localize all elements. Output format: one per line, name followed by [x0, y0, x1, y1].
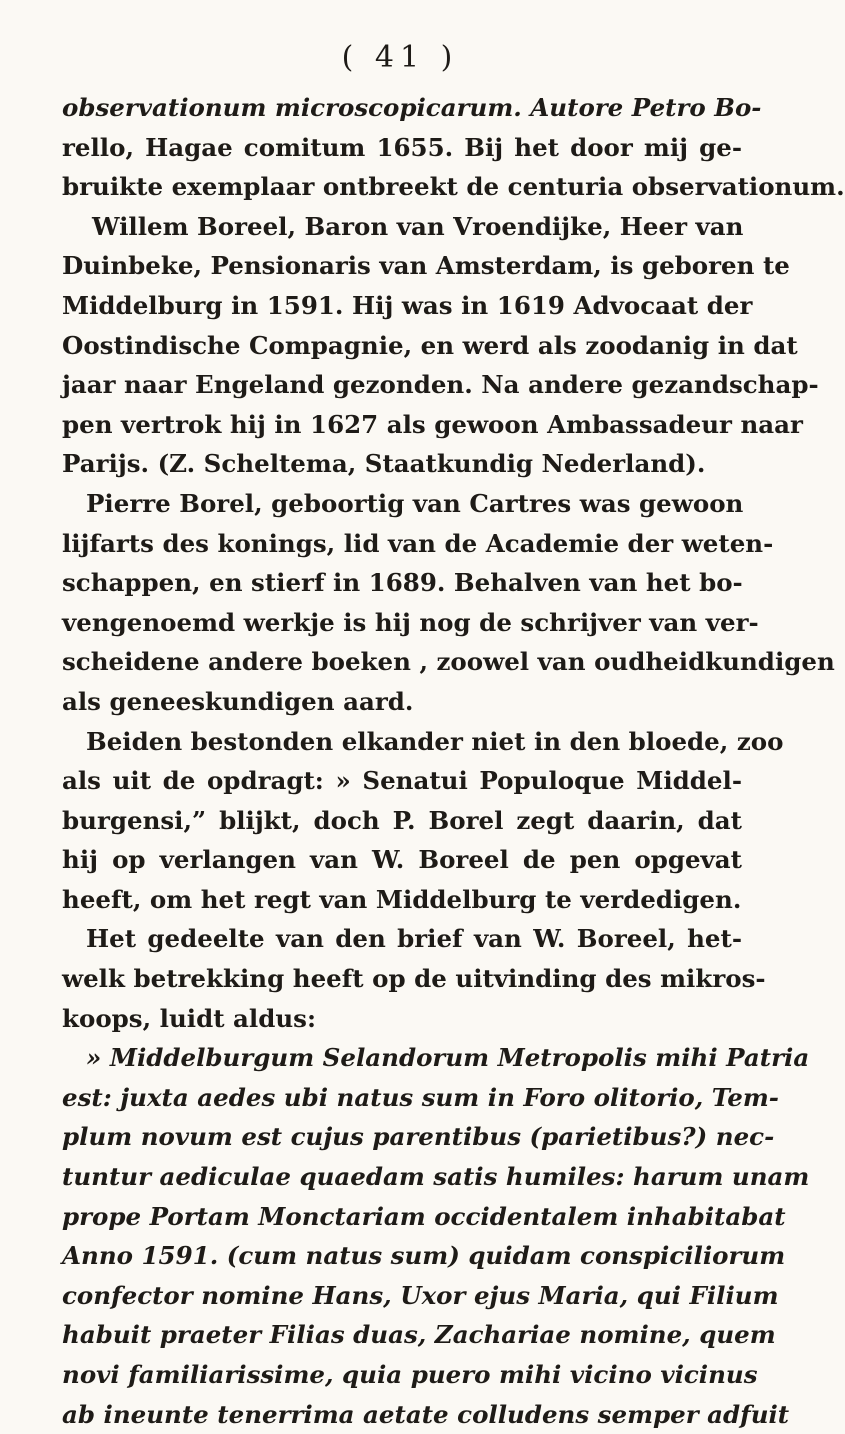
text-line: observationum microscopicarum. Autore Petro Bo-	[62, 93, 762, 122]
text-line: pen vertrok hij in 1627 als gewoon Ambassadeur naar	[62, 409, 803, 439]
text-line: est: juxta aedes ubi natus sum in Foro olitorio, Tem-	[62, 1082, 779, 1112]
text-line: welk betrekking heeft op de uitvinding des mikros-	[62, 964, 766, 994]
text-line: lijfarts des konings, lid van de Academie der weten-	[62, 528, 774, 558]
text-line: Middelburg in 1591. Hij was in 1619 Advocaat der	[62, 290, 753, 320]
text-line: plum novum est cujus parentibus (parietibus?) nec-	[62, 1122, 775, 1152]
text-line: Pierre Borel, geboortig van Cartres was gewoon	[86, 488, 744, 518]
text-line: ab ineunte tenerrima aetate colludens semper adfuit	[62, 1399, 790, 1429]
text-line: bruikte exemplaar ontbreekt de centuria observationum.	[62, 172, 845, 202]
text-line: rello, Hagae comitum 1655. Bij het door mij ge-	[62, 132, 742, 162]
text-line: jaar naar Engeland gezonden. Na andere gezandschap-	[62, 370, 819, 400]
text-line: prope Portam Monctariam occidentalem inhabitabat	[62, 1201, 786, 1231]
text-line: heeft, om het regt van Middelburg te verdedigen.	[62, 884, 742, 914]
body-text	[62, 88, 845, 1434]
text-line: burgensi,” blijkt, doch P. Borel zegt daarin, dat	[62, 805, 742, 835]
text-line: vengenoemd werkje is hij nog de schrijver van ver-	[62, 607, 759, 637]
text-line: tuntur aediculae quaedam satis humiles: harum unam	[62, 1162, 810, 1192]
text-line: Parijs. (Z. Scheltema, Staatkundig Nederland).	[62, 449, 706, 479]
text-line: Willem Boreel, Baron van Vroendijke, Heer van	[92, 211, 744, 241]
text-line: schappen, en stierf in 1689. Behalven van het bo-	[62, 568, 743, 598]
text-line: confector nomine Hans, Uxor ejus Maria, qui Filium	[62, 1280, 779, 1310]
text-line: Duinbeke, Pensionaris van Amsterdam, is geboren te	[62, 251, 790, 281]
text-line: als geneeskundigen aard.	[62, 686, 414, 716]
text-line: scheidene andere boeken , zoowel van oudheidkundigen	[62, 647, 835, 677]
text-line: koops, luidt aldus:	[62, 1003, 317, 1033]
text-line: Oostindische Compagnie, en werd als zoodanig in dat	[62, 330, 798, 360]
text-line: als uit de opdragt: » Senatui Populoque Middel-	[62, 766, 742, 796]
page-number: ( 41 )	[341, 40, 459, 75]
text-line: novi familiarissime, quia puero mihi vicino vicinus	[62, 1360, 758, 1389]
text-line: Anno 1591. (cum natus sum) quidam conspiciliorum	[62, 1241, 786, 1271]
text-line: hij op verlangen van W. Boreel de pen opgevat	[62, 845, 742, 875]
text-line: Beiden bestonden elkander niet in den bloede, zoo	[86, 726, 784, 756]
text-line: habuit praeter Filias duas, Zachariae nomine, quem	[62, 1320, 776, 1350]
text-line: » Middelburgum Selandorum Metropolis mihi Patria	[86, 1043, 810, 1073]
text-line: Het gedeelte van den brief van W. Boreel, het-	[86, 924, 742, 954]
